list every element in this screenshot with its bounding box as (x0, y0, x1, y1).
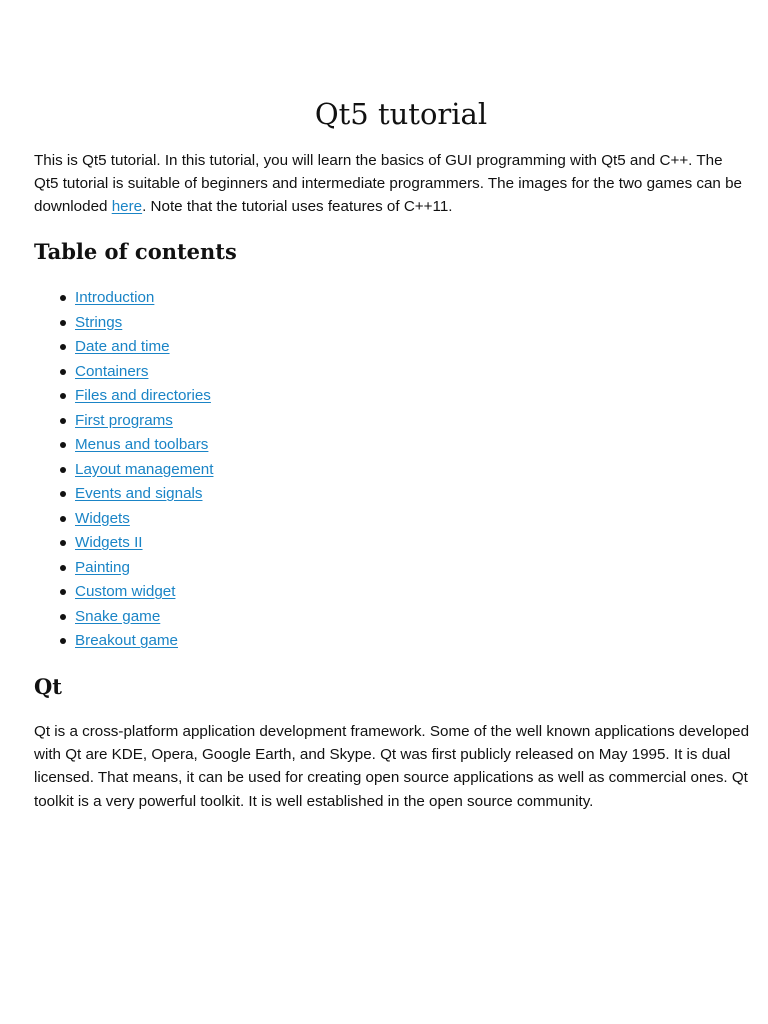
toc-link-painting[interactable]: Painting (75, 558, 130, 576)
toc-item-events-and-signals (34, 482, 213, 507)
toc-item-introduction (34, 286, 213, 311)
bullet-icon (60, 393, 66, 399)
toc-item-files-and-directories (34, 384, 213, 409)
toc-link-events-and-signals[interactable]: Events and signals (75, 485, 203, 502)
bullet-icon (60, 442, 66, 448)
bullet-icon (60, 614, 66, 620)
toc-item-widgets (34, 507, 213, 532)
toc-link-first-programs[interactable]: First programs (75, 411, 173, 429)
bullet-icon (60, 344, 66, 350)
bullet-icon (60, 295, 66, 301)
bullet-icon (60, 467, 66, 473)
bullet-icon (60, 491, 66, 497)
bullet-icon (60, 516, 66, 522)
toc-link-custom-widget[interactable]: Custom widget (75, 583, 176, 600)
toc-item-snake-game (34, 605, 213, 630)
intro-text-before-link: This is Qt5 tutorial. In this tutorial, you will learn the basics of GUI programming with Qt5 and C++. The Qt5 tutorial is suitable of beginners and intermediate programmers. The images for the two games can be downloded (34, 152, 742, 216)
bullet-icon (60, 565, 66, 571)
toc-link-introduction[interactable]: Introduction (75, 289, 155, 306)
bullet-icon (60, 320, 66, 326)
toc-link-strings[interactable]: Strings (75, 313, 123, 331)
intro-paragraph (34, 149, 750, 219)
page-title: Qt5 tutorial (314, 97, 488, 131)
toc-link-snake-game[interactable]: Snake game (75, 607, 161, 625)
toc-item-containers (34, 360, 213, 385)
qt-section-heading: Qt (34, 674, 62, 699)
table-of-contents (34, 286, 213, 654)
toc-link-containers[interactable]: Containers (75, 362, 149, 380)
toc-item-first-programs (34, 409, 213, 434)
qt-section-paragraph: Qt is a cross-platform application development framework. Some of the well known applications developed with Qt are KDE, Opera, Google Earth, and Skype. Qt was first publicly released on May 1995. It is dual licensed. That means, it can be used for creating open source applications as well as commercial ones. Qt toolkit is a very powerful toolkit. It is well established in the open source community. (34, 723, 750, 810)
toc-link-files-and-directories[interactable]: Files and directories (75, 387, 211, 404)
toc-link-date-and-time[interactable]: Date and time (75, 338, 170, 355)
bullet-icon (60, 589, 66, 595)
bullet-icon (60, 638, 66, 644)
bullet-icon (60, 369, 66, 375)
bullet-icon (60, 540, 66, 546)
toc-item-layout-management (34, 458, 213, 483)
toc-item-date-and-time (34, 335, 213, 360)
toc-link-layout-management[interactable]: Layout management (75, 460, 214, 478)
toc-link-widgets-ii[interactable]: Widgets II (75, 534, 143, 551)
toc-item-widgets-ii (34, 531, 213, 556)
toc-heading: Table of contents (34, 239, 237, 264)
toc-link-breakout-game[interactable]: Breakout game (75, 632, 178, 649)
toc-item-menus-and-toolbars (34, 433, 213, 458)
toc-link-menus-and-toolbars[interactable]: Menus and toolbars (75, 436, 209, 453)
toc-item-breakout-game (34, 629, 213, 654)
bullet-icon (60, 418, 66, 424)
toc-link-widgets[interactable]: Widgets (75, 509, 130, 527)
intro-text-after-link: . Note that the tutorial uses features of C++11. (142, 198, 453, 216)
download-images-link[interactable]: here (111, 198, 143, 216)
toc-item-painting (34, 556, 213, 581)
toc-item-custom-widget (34, 580, 213, 605)
toc-item-strings (34, 311, 213, 336)
